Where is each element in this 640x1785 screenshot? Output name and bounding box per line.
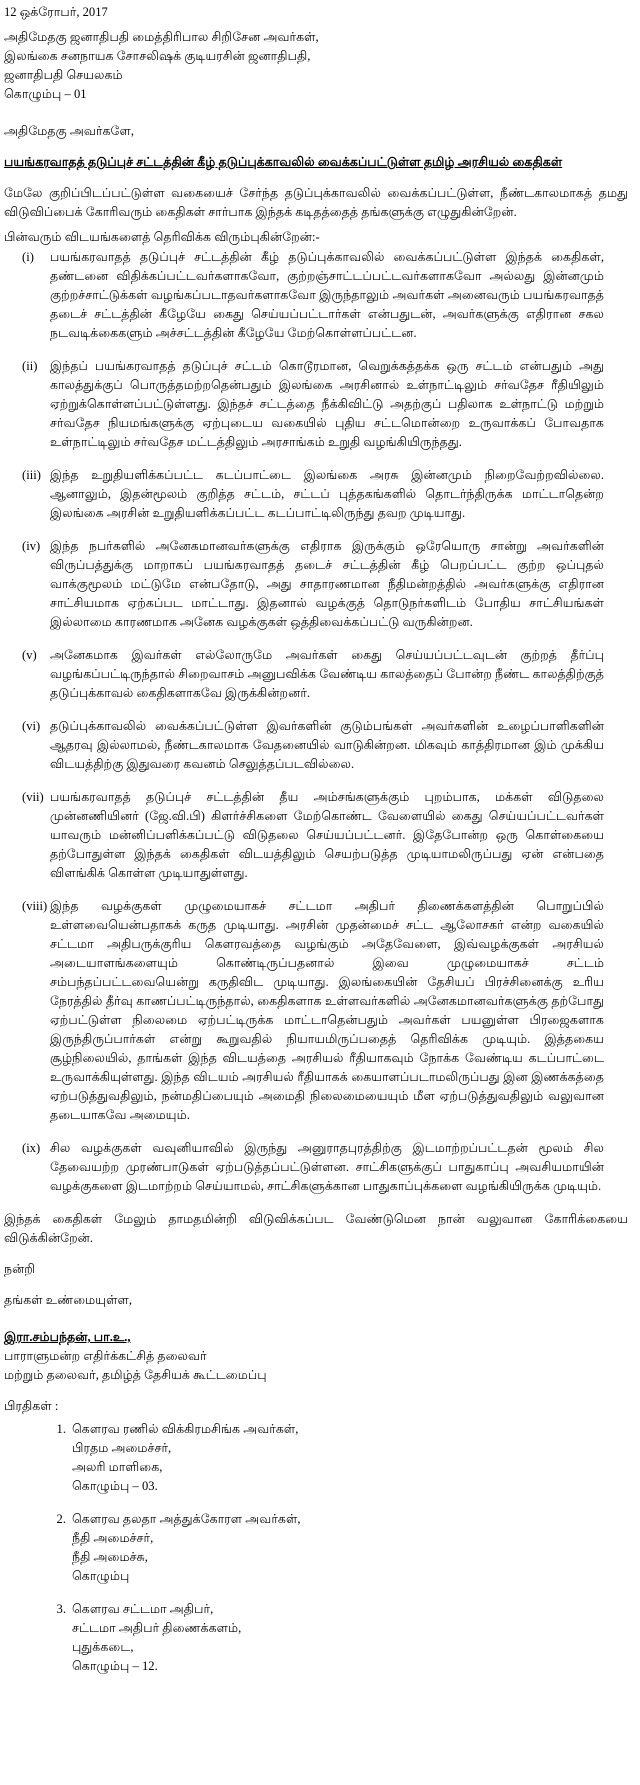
recipient-address <box>4 28 628 104</box>
letter-subject: பயங்கரவாதத் தடுப்புச் சட்டத்தின் கீழ் தடுப்புக்காவலில் வைக்கப்பட்டுள்ள தமிழ் அரசியல் கைதிகள் <box>4 155 563 169</box>
copy-item <box>4 1510 628 1586</box>
item-number: (iii) <box>22 468 41 482</box>
list-item <box>4 897 628 1125</box>
copy-line: கௌரவ ரணில் விக்கிரமசிங்க அவர்கள், <box>72 1422 299 1436</box>
item-number: (viii) <box>22 899 48 913</box>
copy-address <box>72 1420 628 1496</box>
copy-line: கௌரவ சட்டமா அதிபர், <box>72 1602 214 1616</box>
signatory-title: பாராளுமன்ற எதிர்க்கட்சித் தலைவர் <box>4 1349 207 1363</box>
list-item <box>4 1139 628 1196</box>
signature-block <box>4 1328 628 1385</box>
recipient-line: இலங்கை சனநாயக சோசலிஷக் குடியரசின் ஜனாதிபதி, <box>4 49 311 63</box>
item-number: (ix) <box>22 1141 41 1155</box>
spacer <box>4 1248 628 1260</box>
item-text: சில வழக்குகள் வவுனியாவில் இருந்து அனுராதபுரத்திற்கு இடமாற்றப்பட்டதன் மூலம் சில தேவையற்ற முரண்பாடுகள் ஏற்படுத்தப்பட்டுள்ளன. சாட்சிகளுக்குப் பாதுகாப்பு அவசியமாயின் வழக்குகளை இடமாற்றம் செய்யாமல், சாட்சிகளுக்கான பாதுகாப்புக்களை வழங்கியிருக்க முடியும். <box>50 1141 604 1193</box>
item-text: அனேகமாக இவர்கள் எல்லோருமே அவர்கள் கைது செய்யப்பட்டவுடன் குற்றத் தீர்ப்பு வழங்கப்பட்டிருந்தால் சிறைவாசம் அனுபவிக்க வேண்டிய காலத்தைப் போன்ற நீண்ட காலத்திற்குத் தடுப்புக்காவல் கைதிகளாகவே இருக்கின்றனர். <box>50 648 604 700</box>
spacer <box>4 172 628 184</box>
item-text: இந்த உறுதியளிக்கப்பட்ட கடப்பாட்டை இலங்கை அரசு இன்னமும் நிறைவேற்றவில்லை. ஆனாலும், இதன்மூலம் குறித்த சட்டம், சட்டப் புத்தகங்களில் தொடர்ந்திருக்க மாட்டாதென்ற இலங்கை அரசின் உறுதியளிக்கப்பட்ட கடப்பாட்டிலிருந்து தவற முடியாது. <box>50 468 604 520</box>
copy-address <box>72 1600 628 1676</box>
copies-label: பிரதிகள் : <box>4 1399 59 1413</box>
signatory-name: இரா.சம்பந்தன், பா.உ., <box>4 1330 131 1344</box>
list-item <box>4 717 628 774</box>
item-text: பயங்கரவாதத் தடுப்புச் சட்டத்தின் தீய அம்சங்களுக்கும் புறம்பாக, மக்கள் விடுதலை முன்னணியினர் (ஜே.வி.பி) கிளர்ச்சிகளை மேற்கொண்ட வேளையில் கைது செய்யப்பட்டவர்கள் யாவரும் மன்னிப்பளிக்கப்பட்டு விடுதலை செய்யப்பட்டனர். இதேபோன்ற ஒரு கொள்கையை தற்போதுள்ள இந்தக் கைதிகள் விடயத்திலும் செயற்படுத்த முடியாமலிருப்பது ஏன் என்பதை விளங்கிக் கொள்ள முடியாதுள்ளது. <box>50 790 604 880</box>
copy-line: நீதி அமைச்சர், <box>72 1531 154 1545</box>
item-text: இந்தப் பயங்கரவாதத் தடுப்புச் சட்டம் கொடூரமான, வெறுக்கத்தக்க ஒரு சட்டம் என்பதும் அது காலத்துக்குப் பொருத்தமற்றதென்பதும் இலங்கை அரசினால் உள்நாட்டிலும் சர்வதேச ரீதியிலும் ஏற்றுக்கொள்ளப்பட்டுள்ளது. இந்தச் சட்டத்தை நீக்கிவிட்டு அதற்குப் பதிலாக உள்நாட்டு மற்றும் சர்வதேச நியமங்களுக்கு ஏற்புடைய வகையில் புதிய சட்டமொன்றை உருவாக்கப் போவதாக உள்நாட்டிலும் சர்வதேச மட்டத்திலும் அரசாங்கம் உறுதி வழங்கியிருந்தது. <box>50 359 604 449</box>
intro-paragraph: மேலே குறிப்பிடப்பட்டுள்ள வகையைச் சேர்ந்த தடுப்புக்காவலில் வைக்கப்பட்டுள்ள, நீண்டகாலமாகத் தமது விடுவிப்பைக் கோரிவரும் கைதிகள் சார்பாக இந்தக் கடிதத்தைத் தங்களுக்கு எழுதுகின்றேன். <box>4 186 628 219</box>
item-number: (iv) <box>22 539 41 553</box>
spacer <box>4 1310 628 1328</box>
item-number: (vi) <box>22 719 41 733</box>
copy-line: அலரி மாளிகை, <box>72 1460 163 1474</box>
copy-address <box>72 1510 628 1586</box>
spacer <box>4 141 628 153</box>
list-item <box>4 537 628 632</box>
copy-line: கௌரவ தலதா அத்துக்கோரள அவர்கள், <box>72 1512 301 1526</box>
item-text: இந்த வழக்குகள் முழுமையாகச் சட்டமா அதிபர் திணைக்களத்தின் பொறுப்பில் உள்ளவையென்பதாகக் கருத முடியாது. அரசின் முதன்மைச் சட்ட ஆலோசகர் என்ற வகையில் சட்டமா அதிபருக்குரிய கௌரவத்தை வழங்கும் அதேவேளை, இவ்வழக்குகள் அரசியல் அடையாளங்களையும் கொண்டிருப்பதனால் இவை முழுமையாகச் சட்டம் சம்பந்தப்பட்டவையென்று கருதிவிட முடியாது. இலங்கையின் தேசியப் பிரச்சினைக்கு உரிய நேரத்தில் தீர்வு காணப்பட்டிருந்தால், கைதிகளாக உள்ளவர்களில் அனேகமானவர்களுக்கு தற்போது ஏற்பட்டுள்ள நிலைமை ஏற்பட்டிருக்க மாட்டாதென்பதும் அவர்கள் பயனுள்ள பிரஜைகளாக இருந்திருப்பார்கள் என்று கூறுவதில் நியாயமிருப்பதைத் தெரிவிக்க முடியும். இத்தகைய சூழ்நிலையில், தாங்கள் இந்த விடயத்தை அரசியல் ரீதியாகவும் நோக்க வேண்டிய கடப்பாட்டை உருவாக்கியுள்ளது. இந்த விடயம் அரசியல் ரீதியாகக் கையாளப்படாமலிருப்பது இன இணக்கத்தை ஏற்படுத்துவதிலும், நன்மதிப்பையும் அமைதி நிலைமையையும் மீள ஏற்படுத்துவதிலும் வலுவான தடையாகவே அமையும். <box>50 899 604 1122</box>
copy-line: கொழும்பு – 03. <box>72 1479 158 1493</box>
closing-request: இந்தக் கைதிகள் மேலும் தாமதமின்றி விடுவிக்கப்பட வேண்டுமென நான் வலுவான கோரிக்கையை விடுக்கின்றேன். <box>4 1212 628 1245</box>
signatory-title: மற்றும் தலைவர், தமிழ்த் தேசியக் கூட்டமைப்பு <box>4 1368 267 1382</box>
recipient-line: கொழும்பு – 01 <box>4 87 87 101</box>
recipient-line: ஜனாதிபதி செயலகம் <box>4 68 123 82</box>
list-item <box>4 788 628 883</box>
list-item <box>4 248 628 343</box>
recipient-line: அதிமேதகு ஜனாதிபதி மைத்திரிபால சிறிசேன அவர்கள், <box>4 30 319 44</box>
copy-number: 2. <box>56 1512 66 1526</box>
copy-line: நீதி அமைச்சு, <box>72 1550 148 1564</box>
salutation: அதிமேதகு அவர்களே, <box>4 124 134 138</box>
copy-line: கொழும்பு <box>72 1569 130 1583</box>
copy-item <box>4 1600 628 1676</box>
list-item <box>4 357 628 452</box>
item-text: பயங்கரவாதத் தடுப்புச் சட்டத்தின் கீழ் தடுப்புக்காவலில் வைக்கப்பட்டுள்ள இந்தக் கைதிகள், தண்டனை விதிக்கப்பட்டவர்களாகவோ, குற்றஞ்சாட்டப்பட்டவர்களாகவோ அல்லது இன்னமும் குற்றச்சாட்டுக்கள் வழங்கப்படாதவர்களாகவோ இருந்தாலும் அவர்கள் அனைவரும் பயங்கரவாதத் தடைச் சட்டத்தின் கீழேயே கைது செய்யப்பட்டார்கள் என்பதுடன், அவர்களுக்கு எதிரான சகல நடவடிக்கைகளும் அச்சட்டத்தின் கீழேயே மேற்கொள்ளப்பட்டன. <box>50 250 604 340</box>
list-intro: பின்வரும் விடயங்களைத் தெரிவிக்க விரும்புகின்றேன்:- <box>4 230 320 244</box>
copy-line: சட்டமா அதிபர் திணைக்களம், <box>72 1621 242 1635</box>
list-item <box>4 646 628 703</box>
thanks-text: நன்றி <box>4 1262 36 1276</box>
item-number: (ii) <box>22 359 38 373</box>
letter-date: 12 ஒக்ரோபர், 2017 <box>4 5 108 19</box>
copy-number: 3. <box>56 1602 66 1616</box>
valediction: தங்கள் உண்மையுள்ள, <box>4 1293 132 1307</box>
copy-line: பிரதம அமைச்சர், <box>72 1441 172 1455</box>
spacer <box>4 1279 628 1291</box>
spacer <box>4 1385 628 1397</box>
list-item <box>4 466 628 523</box>
copies-list <box>4 1420 628 1676</box>
item-text: தடுப்புக்காவலில் வைக்கப்பட்டுள்ள இவர்களின் குடும்பங்கள் அவர்களின் உழைப்பாளிகளின் ஆதரவு இல்லாமல், நீண்டகாலமாக வேதனையில் வாடுகின்றன. மிகவும் காத்திரமான இம் முக்கிய விடயத்திற்கு இதுவரை கவனம் செலுத்தப்படவில்லை. <box>50 719 604 771</box>
item-number: (i) <box>22 250 34 264</box>
spacer <box>4 104 628 122</box>
copy-line: கொழும்பு – 12. <box>72 1659 158 1673</box>
copy-item <box>4 1420 628 1496</box>
item-number: (vii) <box>22 790 44 804</box>
copy-line: புதுக்கடை, <box>72 1640 134 1654</box>
points-list <box>4 248 628 1196</box>
copy-number: 1. <box>56 1422 66 1436</box>
item-text: இந்த நபர்களில் அனேகமானவர்களுக்கு எதிராக இருக்கும் ஒரேயொரு சான்று அவர்களின் விருப்பத்துக்கு மாறாகப் பயங்கரவாதத் தடைச் சட்டத்தின் கீழ் பெறப்பட்ட குற்ற ஒப்புதல் வாக்குமூலம் மட்டுமே என்பதோடு, அது சாதாரணமான நீதிமன்றத்தில் அவர்களுக்கு எதிரான சாட்சியமாக ஏற்கப்பட மாட்டாது. இதனால் வழக்குத் தொடுநர்களிடம் போதிய சாட்சியங்கள் இல்லாமை காரணமாக அனேக வழக்குகள் ஒத்திவைக்கப்பட்டு வருகின்றன. <box>50 539 604 629</box>
item-number: (v) <box>22 648 37 662</box>
